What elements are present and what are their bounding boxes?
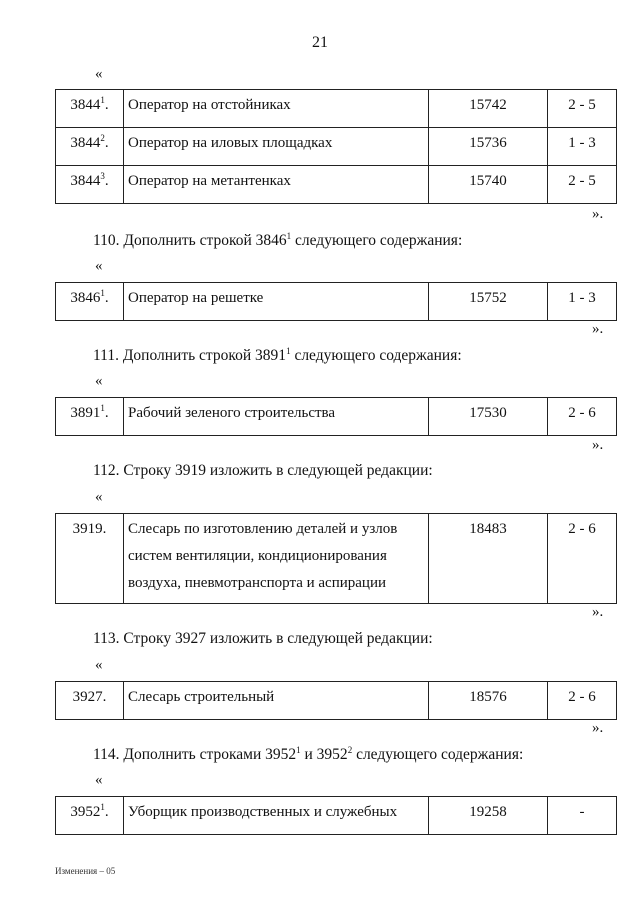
opening-quote: « — [95, 258, 103, 274]
grade-range: - — [548, 797, 617, 835]
profession-name: Уборщик производственных и служебных — [124, 797, 429, 835]
grade-range: 2 - 6 — [548, 682, 617, 720]
closing-quote: ». — [592, 604, 604, 620]
grade-range: 1 - 3 — [548, 283, 617, 321]
paragraph-110: 110. Дополнить строкой 3846$^1$ следующего содержания: — [93, 230, 463, 249]
row-number: 3927. — [56, 682, 124, 720]
closing-quote: ». — [592, 720, 604, 736]
opening-quote: « — [95, 657, 103, 673]
row-number: 3844$^3$. — [56, 166, 124, 204]
table-row — [56, 797, 617, 835]
grade-range: 2 - 5 — [548, 166, 617, 204]
grade-range: 1 - 3 — [548, 128, 617, 166]
profession-table — [55, 397, 617, 436]
profession-code: 15742 — [429, 90, 548, 128]
profession-name: Оператор на иловых площадках — [124, 128, 429, 166]
profession-name: Слесарь строительный — [124, 682, 429, 720]
row-number: 3891$^1$. — [56, 398, 124, 436]
profession-name-line: систем вентиляции, кондиционирования — [128, 548, 387, 564]
opening-quote: « — [95, 66, 103, 82]
row-number: 3844$^2$. — [56, 128, 124, 166]
profession-code: 15752 — [429, 283, 548, 321]
row-number: 3844$^1$. — [56, 90, 124, 128]
table-row — [56, 90, 617, 128]
paragraph-112: 112. Строку 3919 изложить в следующей редакции: — [93, 462, 433, 479]
profession-table — [55, 282, 617, 321]
table-row — [56, 398, 617, 436]
opening-quote: « — [95, 772, 103, 788]
page-number: 21 — [312, 34, 328, 51]
page-footer: Изменения – 05 — [55, 866, 116, 876]
opening-quote: « — [95, 373, 103, 389]
table-row — [56, 682, 617, 720]
profession-table — [55, 681, 617, 720]
profession-name: Оператор на решетке — [124, 283, 429, 321]
grade-range: 2 - 6 — [548, 514, 617, 604]
table-row — [56, 283, 617, 321]
profession-code: 15736 — [429, 128, 548, 166]
opening-quote: « — [95, 489, 103, 505]
table-row — [56, 514, 617, 604]
profession-table — [55, 796, 617, 835]
paragraph-114: 114. Дополнить строками 3952$^1$ и 3952$^2$ следующего содержания: — [93, 744, 524, 763]
profession-name-line: воздуха, пневмотранспорта и аспирации — [128, 575, 387, 591]
profession-name: Оператор на метантенках — [124, 166, 429, 204]
paragraph-111: 111. Дополнить строкой 3891$^1$ следующего содержания: — [93, 345, 462, 364]
profession-code: 18483 — [429, 514, 548, 604]
profession-name: Оператор на отстойниках — [124, 90, 429, 128]
row-number: 3919. — [56, 514, 124, 604]
profession-code: 17530 — [429, 398, 548, 436]
row-number: 3846$^1$. — [56, 283, 124, 321]
profession-name: Рабочий зеленого строительства — [124, 398, 429, 436]
profession-code: 15740 — [429, 166, 548, 204]
grade-range: 2 - 5 — [548, 90, 617, 128]
closing-quote: ». — [592, 437, 604, 453]
profession-table — [55, 513, 617, 604]
closing-quote: ». — [592, 206, 604, 222]
grade-range: 2 - 6 — [548, 398, 617, 436]
profession-code: 19258 — [429, 797, 548, 835]
row-number: 3952$^1$. — [56, 797, 124, 835]
profession-table — [55, 89, 617, 204]
closing-quote: ». — [592, 321, 604, 337]
profession-name — [124, 514, 429, 604]
paragraph-113: 113. Строку 3927 изложить в следующей редакции: — [93, 630, 433, 647]
profession-code: 18576 — [429, 682, 548, 720]
profession-name-line: Слесарь по изготовлению деталей и узлов — [128, 521, 398, 537]
table-row — [56, 166, 617, 204]
table-row — [56, 128, 617, 166]
